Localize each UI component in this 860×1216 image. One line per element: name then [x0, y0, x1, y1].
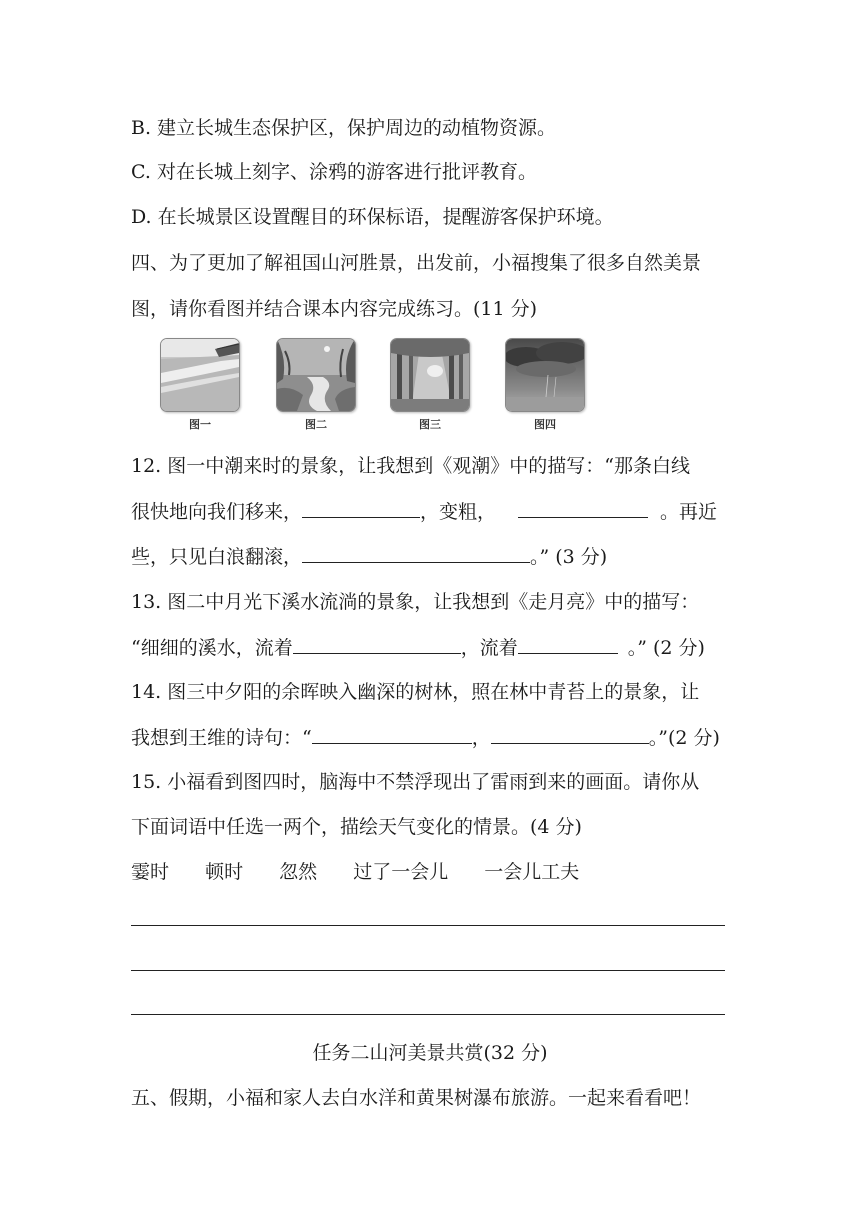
question-12-blank-2[interactable] — [518, 499, 648, 518]
question-12-blank-1[interactable] — [302, 499, 420, 518]
image-2 — [276, 338, 356, 432]
option-b: B. 建立长城生态保护区，保护周边的动植物资源。 — [131, 117, 557, 139]
word-choice: 顿时 — [205, 861, 244, 883]
answer-line-2[interactable] — [131, 970, 725, 971]
question-14-text-b: ， — [471, 727, 491, 749]
option-c: C. 对在长城上刻字、涂鸦的游客进行批评教育。 — [131, 161, 537, 183]
question-12-text-c: 。再近 — [660, 501, 718, 523]
image-4 — [505, 338, 585, 432]
image-3-caption: 图三 — [419, 418, 441, 431]
question-13-text-a: “细细的溪水，流着 — [131, 637, 293, 659]
question-13-text-b: ，流着 — [460, 637, 518, 659]
storm-clouds-image-icon — [505, 338, 585, 412]
image-3 — [390, 338, 470, 432]
question-14-blank-1[interactable] — [312, 725, 472, 744]
question-13-blank-2[interactable] — [518, 635, 618, 654]
option-d: D. 在长城景区设置醒目的环保标语，提醒游客保护环境。 — [131, 206, 614, 228]
scenery-images — [160, 338, 600, 433]
question-13-line-2 — [131, 635, 731, 660]
question-12-line-1: 12. 图一中潮来时的景象，让我想到《观潮》中的描写：“那条白线 — [131, 455, 690, 477]
word-choice: 霎时 — [131, 861, 170, 883]
question-4-line-1: 四、为了更加了解祖国山河胜景，出发前，小福搜集了很多自然美景 — [131, 252, 702, 274]
question-12-text-b: ，变粗， — [420, 501, 497, 523]
word-choice: 过了一会儿 — [353, 861, 449, 883]
image-1 — [160, 338, 240, 432]
word-choice: 一会儿工夫 — [484, 861, 580, 883]
question-12-text-a: 很快地向我们移来， — [131, 501, 303, 523]
tide-image-icon — [160, 338, 240, 412]
section-title: 任务二山河美景共赏(32 分) — [312, 1042, 548, 1064]
question-14-line-2 — [131, 725, 731, 750]
question-14-text-c: 。”(2 分) — [648, 727, 720, 749]
answer-line-1[interactable] — [131, 925, 725, 926]
question-15-line-1: 15. 小福看到图四时，脑海中不禁浮现出了雷雨到来的画面。请你从 — [131, 771, 700, 793]
question-13-blank-1[interactable] — [293, 635, 461, 654]
image-1-caption: 图一 — [189, 418, 211, 431]
question-14-line-1: 14. 图三中夕阳的余晖映入幽深的树林，照在林中青苔上的景象，让 — [131, 681, 700, 703]
question-15-line-2: 下面词语中任选一两个，描绘天气变化的情景。(4 分) — [131, 816, 582, 838]
word-choices — [131, 860, 731, 884]
forest-sunlight-image-icon — [390, 338, 470, 412]
question-13-line-1: 13. 图二中月光下溪水流淌的景象，让我想到《走月亮》中的描写： — [131, 591, 700, 613]
word-choice: 忽然 — [279, 861, 318, 883]
question-5-line-1: 五、假期，小福和家人去白水洋和黄果树瀑布旅游。一起来看看吧！ — [131, 1087, 702, 1109]
image-4-caption: 图四 — [534, 418, 556, 431]
image-2-caption: 图二 — [305, 418, 327, 431]
question-12-text-d: 些，只见白浪翻滚， — [131, 546, 303, 568]
question-12-line-2 — [131, 499, 731, 524]
question-4-line-2: 图，请你看图并结合课本内容完成练习。(11 分) — [131, 298, 538, 320]
question-13-text-c: 。” (2 分) — [627, 637, 705, 659]
question-14-blank-2[interactable] — [491, 725, 649, 744]
answer-line-3[interactable] — [131, 1014, 725, 1015]
question-12-line-3 — [131, 544, 731, 569]
question-14-text-a: 我想到王维的诗句：“ — [131, 727, 312, 749]
moonlit-stream-image-icon — [276, 338, 356, 412]
question-12-blank-3[interactable] — [302, 544, 530, 563]
question-12-text-e: 。” (3 分) — [530, 546, 608, 568]
